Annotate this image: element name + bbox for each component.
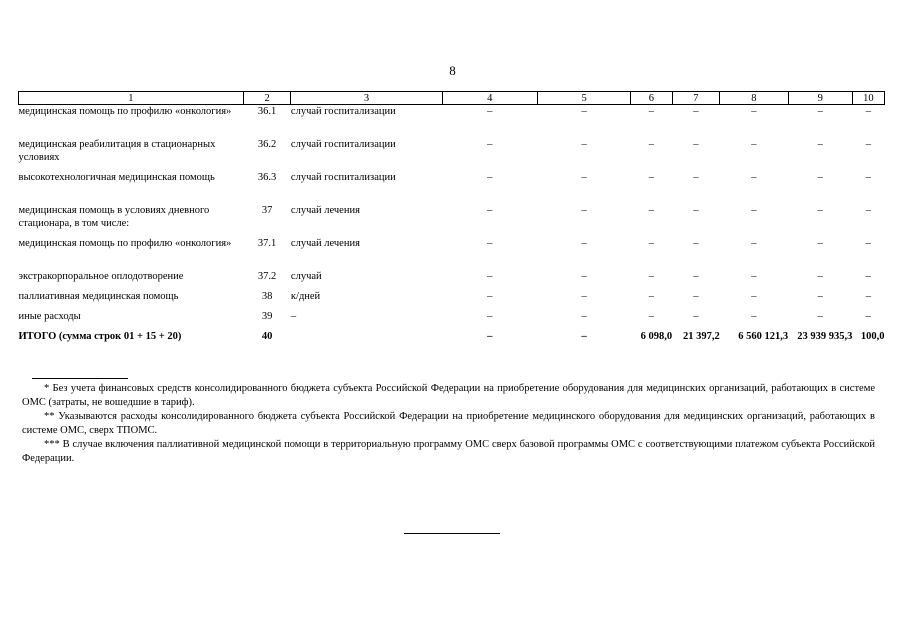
row-name: иные расходы — [18, 310, 81, 322]
row-code: 37.1 — [257, 237, 277, 249]
header-cell-6: 6 — [631, 92, 672, 105]
row-code: 37 — [261, 204, 273, 216]
table-row — [19, 270, 885, 290]
header-cell-3: 3 — [291, 92, 442, 105]
row-value-7: – — [693, 237, 699, 249]
row-value-6: – — [648, 237, 654, 249]
row-value-7: 21 397,2 — [682, 330, 720, 342]
row-value-4: – — [487, 171, 493, 183]
row-value-8: – — [751, 270, 757, 282]
footnote-3: *** В случае включения паллиативной медицинской помощи в территориальную программу ОМС сверх базовой программы ОМС с соответствующими платежом субъекта Российской Федерации. — [22, 439, 875, 464]
row-value-5: – — [581, 290, 587, 302]
row-value-10: – — [865, 290, 872, 302]
row-unit: случай лечения — [290, 237, 360, 249]
row-name: медицинская помощь в условиях дневного стационара, в том числе: — [18, 204, 210, 229]
row-value-10: – — [865, 106, 872, 117]
header-cell-7: 7 — [672, 92, 720, 105]
table-row — [19, 138, 885, 171]
row-value-4: – — [487, 310, 493, 322]
row-value-8: – — [751, 106, 757, 117]
row-name: медицинская помощь по профилю «онкология» — [18, 237, 232, 249]
row-value-8: – — [751, 237, 757, 249]
footnote-2: ** Указываются расходы консолидированного бюджета субъекта Российской Федерации на приобретение медицинского оборудования для медицинских организаций, работающих в системе ОМС, сверх ТПОМС. — [22, 411, 875, 436]
row-value-9: – — [817, 106, 823, 117]
row-code: 40 — [261, 330, 273, 342]
row-code: 38 — [261, 290, 273, 302]
row-value-9: – — [817, 204, 823, 216]
row-value-5: – — [581, 204, 587, 216]
row-name: экстракорпоральное оплодотворение — [18, 270, 184, 282]
row-unit: случай госпитализации — [290, 138, 396, 150]
row-code: 36.1 — [257, 106, 277, 117]
row-value-9: – — [817, 237, 823, 249]
row-code: 36.3 — [257, 171, 277, 183]
row-value-6: – — [648, 270, 654, 282]
row-value-7: – — [693, 204, 699, 216]
row-value-10: – — [865, 237, 872, 249]
header-cell-8: 8 — [720, 92, 788, 105]
row-value-6: – — [648, 204, 654, 216]
row-value-6: – — [648, 138, 654, 150]
row-code: 37.2 — [257, 270, 277, 282]
footnotes — [22, 382, 875, 466]
row-value-10: – — [865, 204, 872, 216]
row-value-6: – — [648, 310, 654, 322]
header-cell-9: 9 — [788, 92, 852, 105]
row-name: ИТОГО (сумма строк 01 + 15 + 20) — [18, 330, 182, 342]
row-value-8: – — [751, 310, 757, 322]
header-cell-4: 4 — [442, 92, 537, 105]
row-value-8: – — [751, 290, 757, 302]
table-row — [19, 204, 885, 237]
row-value-9: – — [817, 171, 823, 183]
row-value-4: – — [487, 204, 493, 216]
row-unit: случай — [290, 270, 322, 282]
row-value-5: – — [581, 310, 587, 322]
end-rule — [404, 533, 500, 534]
row-value-10: – — [865, 310, 872, 322]
row-value-4: – — [487, 138, 493, 150]
footnote-1: * Без учета финансовых средств консолидированного бюджета субъекта Российской Федерации на приобретение оборудования для медицинских организаций, работающих в системе ОМС (затраты, не вошедшие в тариф). — [22, 383, 875, 408]
row-value-8: – — [751, 138, 757, 150]
row-unit: случай госпитализации — [290, 106, 396, 117]
row-unit — [291, 330, 442, 350]
row-value-5: – — [581, 138, 587, 150]
row-value-8: – — [751, 204, 757, 216]
total-row — [19, 330, 885, 350]
table-row — [19, 290, 885, 310]
row-value-7: – — [693, 310, 699, 322]
footnotes-separator — [32, 378, 128, 379]
row-value-9: – — [817, 310, 823, 322]
table-row — [19, 310, 885, 330]
table-row — [19, 171, 885, 204]
page-number: 8 — [449, 63, 456, 78]
row-value-6: 6 098,0 — [640, 330, 673, 342]
row-unit: случай госпитализации — [290, 171, 396, 183]
financing-table — [18, 91, 885, 350]
row-unit: – — [290, 310, 297, 322]
header-row — [19, 92, 885, 105]
row-value-10: – — [865, 171, 872, 183]
header-cell-10: 10 — [852, 92, 884, 105]
row-value-6: – — [648, 290, 654, 302]
row-value-8: – — [751, 171, 757, 183]
row-unit: к/дней — [290, 290, 321, 302]
row-value-7: – — [693, 290, 699, 302]
row-value-4: – — [487, 237, 493, 249]
header-cell-1: 1 — [19, 92, 244, 105]
row-value-7: – — [693, 270, 699, 282]
row-value-5: – — [581, 270, 587, 282]
row-name: высокотехнологичная медицинская помощь — [18, 171, 215, 183]
row-value-9: 23 939 935,3 — [797, 330, 853, 342]
table-row — [19, 237, 885, 270]
row-value-4: – — [487, 270, 493, 282]
row-value-5: – — [581, 171, 587, 183]
row-value-8: 6 560 121,3 — [738, 330, 789, 342]
row-value-6: – — [648, 106, 654, 117]
row-value-4: – — [487, 330, 493, 342]
row-value-7: – — [693, 106, 699, 117]
row-unit: случай лечения — [290, 204, 360, 216]
row-name: медицинская помощь по профилю «онкология» — [18, 106, 232, 117]
table-row — [19, 105, 885, 138]
row-value-7: – — [693, 138, 699, 150]
row-value-5: – — [581, 237, 587, 249]
row-value-5: – — [581, 106, 587, 117]
row-value-9: – — [817, 138, 823, 150]
row-value-7: – — [693, 171, 699, 183]
row-value-4: – — [487, 106, 493, 117]
row-value-10: 100,0 — [860, 330, 885, 342]
row-name: паллиативная медицинская помощь — [18, 290, 179, 302]
row-value-9: – — [817, 270, 823, 282]
row-code: 36.2 — [257, 138, 277, 150]
row-value-5: – — [581, 330, 587, 342]
row-code: 39 — [261, 310, 273, 322]
header-cell-2: 2 — [243, 92, 291, 105]
header-cell-5: 5 — [537, 92, 630, 105]
row-value-10: – — [865, 138, 872, 150]
row-value-10: – — [865, 270, 872, 282]
row-value-9: – — [817, 290, 823, 302]
row-value-4: – — [487, 290, 493, 302]
row-name: медицинская реабилитация в стационарных условиях — [18, 138, 216, 163]
row-value-6: – — [648, 171, 654, 183]
